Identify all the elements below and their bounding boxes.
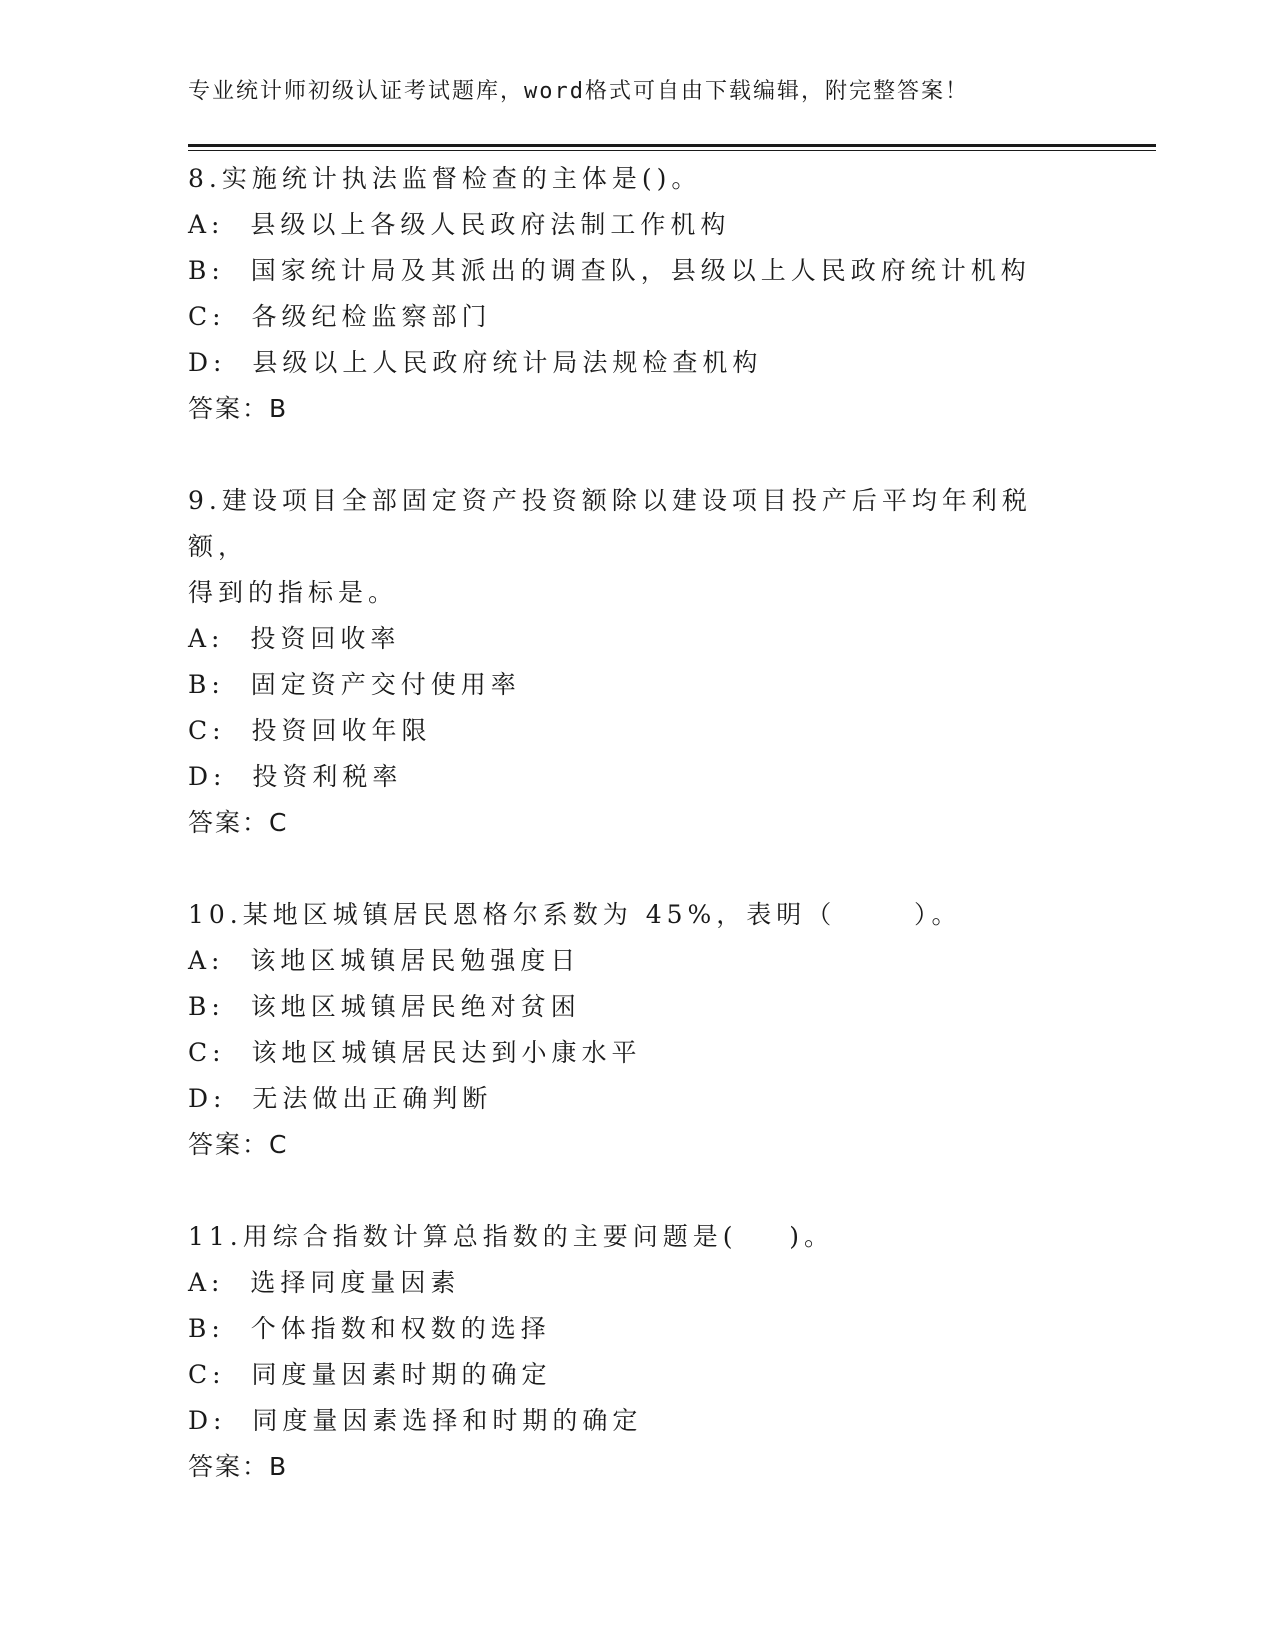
question-10 — [188, 892, 1088, 1168]
option-b: B: 个体指数和权数的选择 — [188, 1314, 551, 1343]
option-c: C: 同度量因素时期的确定 — [188, 1360, 552, 1389]
option-d: D: 县级以上人民政府统计局法规检查机构 — [188, 348, 763, 377]
answer-label: 答案：C — [188, 808, 289, 837]
option-c: C: 该地区城镇居民达到小康水平 — [188, 1038, 642, 1067]
option-d: D: 无法做出正确判断 — [188, 1084, 493, 1113]
page-header: 专业统计师初级认证考试题库，word格式可自由下载编辑，附完整答案！ — [188, 79, 969, 104]
option-a: A: 选择同度量因素 — [188, 1268, 461, 1297]
question-8 — [188, 156, 1088, 432]
question-stem: 9.建设项目全部固定资产投资额除以建设项目投产后平均年利税额， 得到的指标是。 — [188, 486, 1032, 607]
header-rule-thick — [188, 144, 1156, 147]
option-b: B: 国家统计局及其派出的调查队，县级以上人民政府统计机构 — [188, 256, 1031, 285]
option-a: A: 投资回收率 — [188, 624, 401, 653]
option-a: A: 县级以上各级人民政府法制工作机构 — [188, 210, 731, 239]
option-a: A: 该地区城镇居民勉强度日 — [188, 946, 581, 975]
option-d: D: 投资利税率 — [188, 762, 403, 791]
question-stem: 8.实施统计执法监督检查的主体是()。 — [188, 164, 702, 193]
option-d: D: 同度量因素选择和时期的确定 — [188, 1406, 643, 1435]
question-list — [188, 156, 1088, 1536]
option-c: C: 投资回收年限 — [188, 716, 432, 745]
header-rule-thin — [188, 150, 1156, 151]
question-stem: 11.用综合指数计算总指数的主要问题是( )。 — [188, 1222, 835, 1251]
question-11 — [188, 1214, 1088, 1490]
answer-label: 答案：B — [188, 1452, 289, 1481]
option-b: B: 固定资产交付使用率 — [188, 670, 521, 699]
question-9 — [188, 478, 1088, 846]
option-b: B: 该地区城镇居民绝对贫困 — [188, 992, 581, 1021]
question-stem: 10.某地区城镇居民恩格尔系数为 45%，表明（ ）。 — [188, 900, 962, 929]
answer-label: 答案：C — [188, 1130, 289, 1159]
option-c: C: 各级纪检监察部门 — [188, 302, 492, 331]
answer-label: 答案：B — [188, 394, 289, 423]
